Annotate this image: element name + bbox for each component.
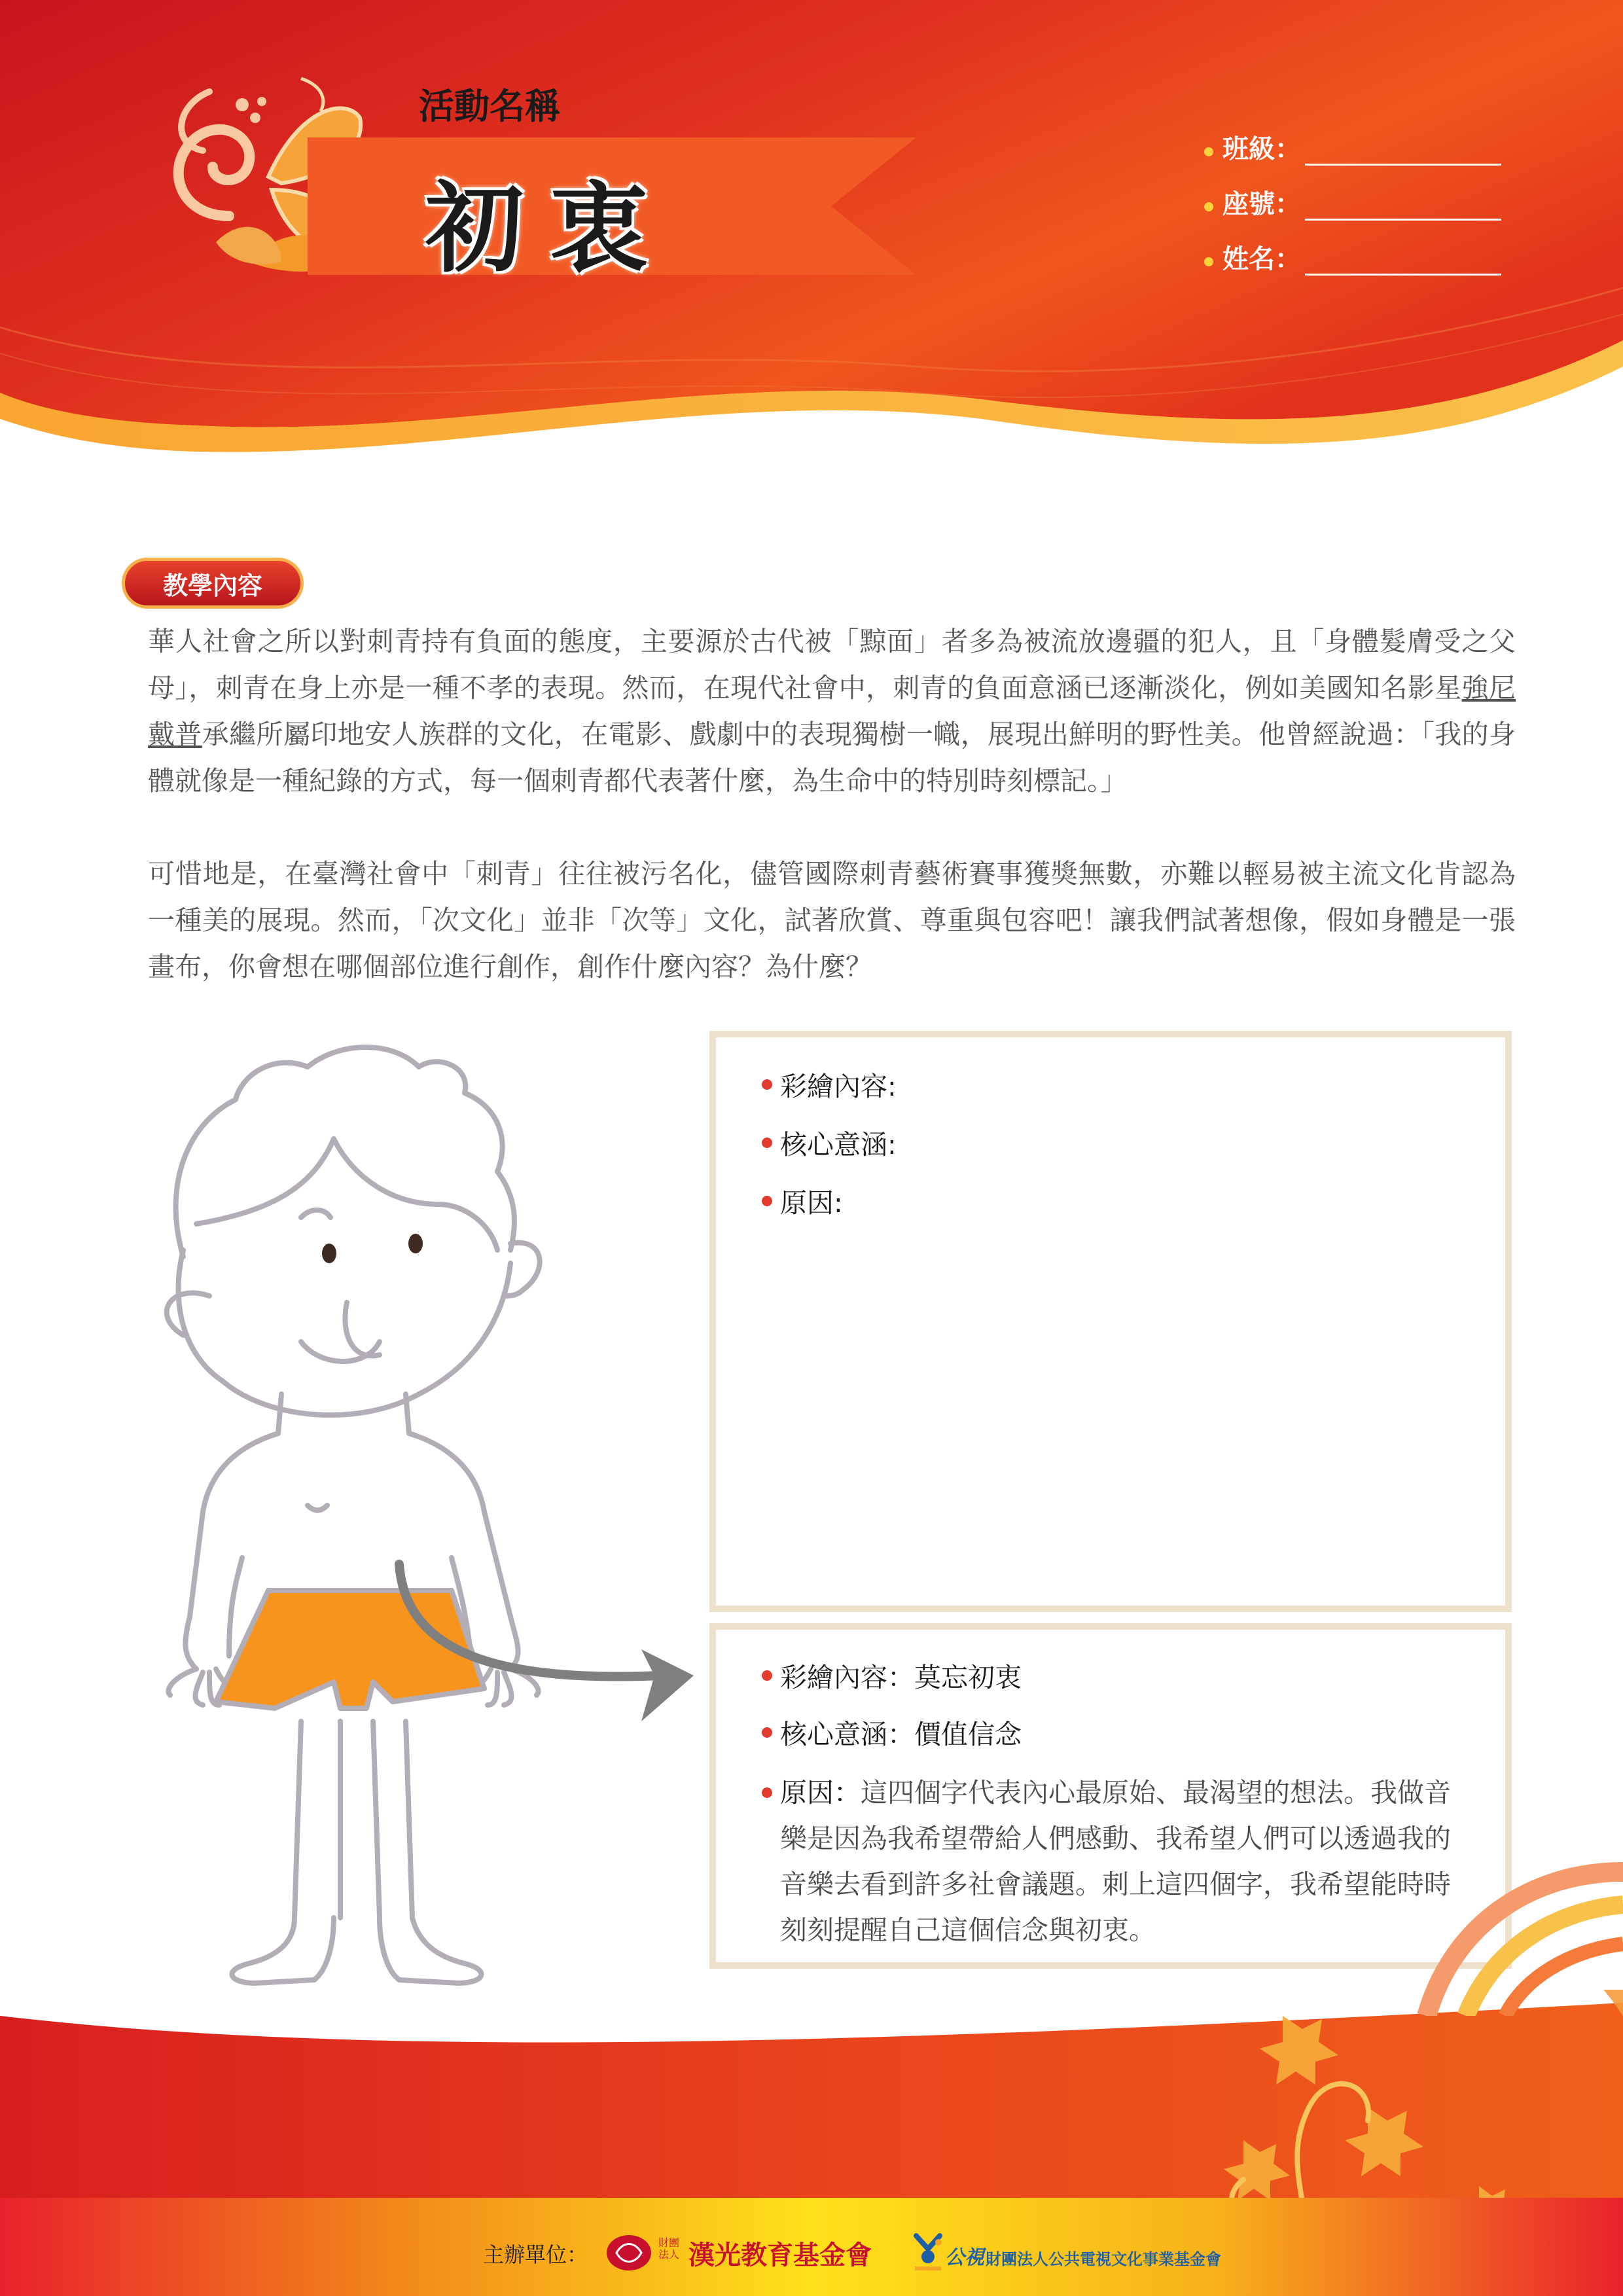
example-value-reason: 這四個字代表內心最原始、最渴望的想法。我做音樂是因為我希望帶給人們感動、我希望人們可以透過我的音樂去看到許多社會議題。刺上這四個字，我希望能時時刻刻提醒自己這個信念與初衷。 [780,1777,1451,1946]
hanguang-logo-icon [605,2233,653,2272]
example-value-core-meaning: 價值信念 [914,1719,1022,1750]
arrow-head-icon [641,1649,694,1721]
answer-label-reason: 原因: [780,1187,843,1219]
class-field-line[interactable] [1305,137,1501,166]
paragraph-1-text-a: 華人社會之所以對刺青持有負面的態度，主要源於古代被「黥面」者多為被流放邊疆的犯人，且「身體髮膚受之父母」，刺青在身上亦是一種不孝的表現。然而，在現代社會中，刺青的負面意涵已逐漸淡化，例如美國知名影星 [148,626,1516,704]
bullet-dot-icon [762,1196,772,1206]
name-field-label: 姓名： [1222,244,1301,274]
org1-legal-label: 財團法人 [658,2236,680,2261]
example-label-core-meaning: 核心意涵： [780,1719,914,1750]
bullet-dot-icon [1204,202,1213,211]
bullet-dot-icon [762,1138,772,1148]
drawing-answer-box[interactable] [709,1031,1512,1612]
pts-logo-icon [910,2229,946,2275]
section-tag-teaching-content: 教學內容 [122,558,304,609]
organizer-label: 主辦單位： [483,2242,588,2267]
bullet-dot-icon [762,1670,772,1681]
bullet-dot-icon [1204,147,1213,156]
example-item-reason [762,1770,1453,1953]
activity-title: 初衷 [425,172,675,286]
org2-name: 財團法人公共電視文化事業基金會 [986,2250,1221,2269]
example-answer-box [709,1623,1512,1969]
boy-figure-illustration [144,1028,720,2009]
name-field[interactable] [1204,238,1501,276]
example-label-drawing-content: 彩繪內容： [780,1662,914,1693]
class-field-label: 班級： [1222,134,1301,164]
example-item-core-meaning [762,1713,1453,1751]
org2-brand: 公視 [945,2246,984,2269]
example-item-drawing-content [762,1656,1453,1695]
paragraph-1-person-name: 強尼戴普 [148,672,1516,750]
answer-item-drawing-content [762,1065,1505,1103]
orange-shorts [216,1590,484,1708]
seat-number-field-line[interactable] [1305,192,1501,221]
intro-paragraph-1 [148,619,1516,804]
bullet-dot-icon [762,1787,772,1798]
bullet-dot-icon [1204,257,1213,266]
seat-number-field-label: 座號： [1222,189,1301,219]
bullet-dot-icon [762,1727,772,1738]
left-eye-icon [322,1244,336,1263]
bullet-dot-icon [762,1079,772,1090]
org1-name: 漢光教育基金會 [688,2240,872,2270]
example-value-drawing-content: 莫忘初衷 [914,1662,1022,1693]
seat-number-field[interactable] [1204,183,1501,221]
class-field[interactable] [1204,128,1501,166]
example-label-reason: 原因： [780,1777,861,1808]
name-field-line[interactable] [1305,247,1501,276]
example-reason-text [780,1770,1453,1953]
paragraph-1-text-b: 承繼所屬印地安人族群的文化，在電影、戲劇中的表現獨樹一幟，展現出鮮明的野性美。他曾經說過：「我的身體就像是一種紀錄的方式，每一個刺青都代表著什麼，為生命中的特別時刻標記。」 [148,719,1516,797]
right-eye-icon [408,1234,423,1253]
intro-paragraph-2: 可惜地是，在臺灣社會中「刺青」往往被污名化，儘管國際刺青藝術賽事獲獎無數，亦難以輕易被主流文化肯認為一種美的展現。然而，「次文化」並非「次等」文化，試著欣賞、尊重與包容吧！讓我們試著想像，假如身體是一張畫布，你會想在哪個部位進行創作，創作什麼內容？為什麼？ [148,858,1516,982]
answer-label-drawing-content: 彩繪內容: [780,1071,897,1102]
activity-label: 活動名稱 [419,86,560,127]
answer-item-core-meaning [762,1123,1505,1162]
answer-item-reason [762,1181,1505,1220]
answer-label-core-meaning: 核心意涵: [780,1129,897,1160]
